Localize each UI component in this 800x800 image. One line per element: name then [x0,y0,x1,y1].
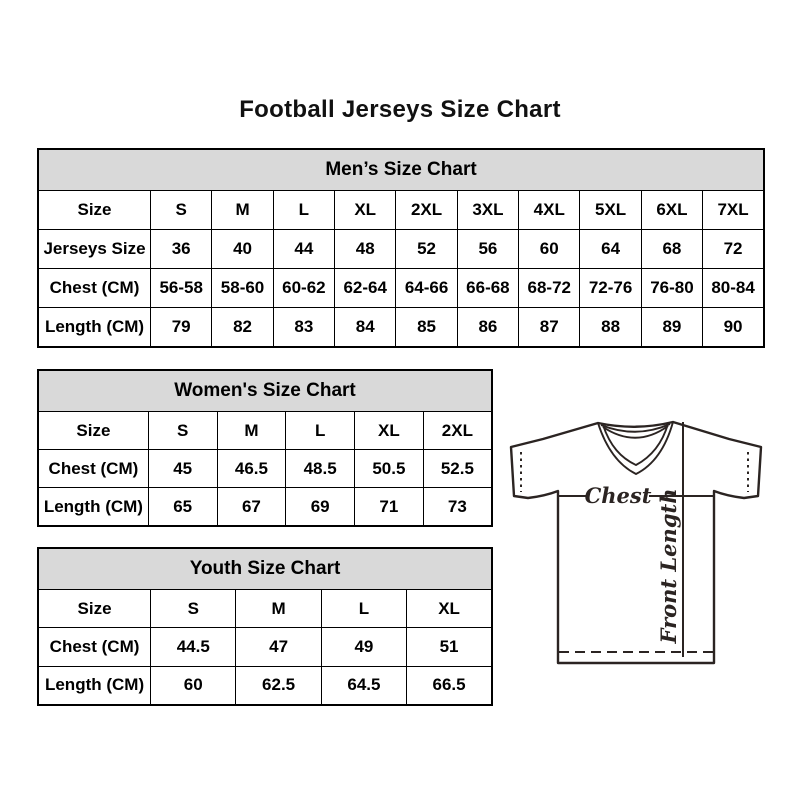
value-cell: 56-58 [151,268,212,307]
value-cell: 65 [148,488,217,527]
value-cell: 76-80 [641,268,702,307]
row-label-cell: Length (CM) [38,307,151,347]
table-row [38,229,764,268]
value-cell: 85 [396,307,457,347]
row-label-cell: Size [38,191,151,230]
value-cell: 71 [355,488,424,527]
value-cell: S [148,412,217,450]
value-cell: 68 [641,229,702,268]
row-label-cell: Size [38,590,151,628]
table-row [38,450,492,488]
value-cell: 89 [641,307,702,347]
youth-size-table [37,547,493,706]
value-cell: 84 [335,307,396,347]
value-cell: 50.5 [355,450,424,488]
front-length-label: Front Length [656,488,681,644]
value-cell: 72-76 [580,268,641,307]
value-cell: 36 [151,229,212,268]
value-cell: 72 [703,229,764,268]
value-cell: 60-62 [273,268,334,307]
value-cell: 48 [335,229,396,268]
value-cell: M [236,590,321,628]
value-cell: 48.5 [286,450,355,488]
value-cell: 73 [423,488,492,527]
value-cell: 2XL [396,191,457,230]
table-row [38,191,764,230]
value-cell: 3XL [457,191,518,230]
table-row [38,412,492,450]
youth-table-title: Youth Size Chart [38,548,492,590]
table-row [38,307,764,347]
value-cell: 66-68 [457,268,518,307]
value-cell: 46.5 [217,450,286,488]
value-cell: S [151,590,236,628]
value-cell: S [151,191,212,230]
value-cell: 83 [273,307,334,347]
value-cell: L [273,191,334,230]
table-row [38,590,492,628]
row-label-cell: Size [38,412,148,450]
value-cell: 51 [407,628,492,666]
value-cell: 4XL [519,191,580,230]
value-cell: 69 [286,488,355,527]
value-cell: M [212,191,273,230]
value-cell: 90 [703,307,764,347]
jersey-outline-shape [511,422,761,663]
chest-label: Chest [584,483,652,508]
page-title: Football Jerseys Size Chart [239,96,561,123]
value-cell: 67 [217,488,286,527]
row-label-cell: Chest (CM) [38,628,151,666]
table-header-row [38,149,764,191]
row-label-cell: Chest (CM) [38,268,151,307]
value-cell: 44 [273,229,334,268]
value-cell: L [286,412,355,450]
value-cell: 52 [396,229,457,268]
value-cell: XL [335,191,396,230]
value-cell: 2XL [423,412,492,450]
value-cell: 7XL [703,191,764,230]
value-cell: XL [407,590,492,628]
value-cell: 64 [580,229,641,268]
row-label-cell: Chest (CM) [38,450,148,488]
value-cell: 87 [519,307,580,347]
value-cell: 52.5 [423,450,492,488]
value-cell: 79 [151,307,212,347]
value-cell: 88 [580,307,641,347]
value-cell: 62-64 [335,268,396,307]
womens-table-title: Women's Size Chart [38,370,492,412]
mens-size-table [37,148,765,348]
row-label-cell: Jerseys Size [38,229,151,268]
table-row [38,268,764,307]
table-row [38,666,492,705]
value-cell: L [321,590,406,628]
value-cell: 44.5 [151,628,236,666]
value-cell: 49 [321,628,406,666]
value-cell: 45 [148,450,217,488]
jersey-measurement-diagram [503,408,773,673]
value-cell: 68-72 [519,268,580,307]
value-cell: 6XL [641,191,702,230]
value-cell: XL [355,412,424,450]
value-cell: 60 [519,229,580,268]
value-cell: 86 [457,307,518,347]
value-cell: 80-84 [703,268,764,307]
value-cell: 58-60 [212,268,273,307]
value-cell: 66.5 [407,666,492,705]
value-cell: 5XL [580,191,641,230]
value-cell: 82 [212,307,273,347]
value-cell: 56 [457,229,518,268]
womens-size-table [37,369,493,527]
table-header-row [38,548,492,590]
value-cell: 60 [151,666,236,705]
row-label-cell: Length (CM) [38,666,151,705]
table-row [38,628,492,666]
value-cell: 47 [236,628,321,666]
value-cell: 62.5 [236,666,321,705]
mens-table-title: Men’s Size Chart [38,149,764,191]
value-cell: 64-66 [396,268,457,307]
value-cell: 40 [212,229,273,268]
table-header-row [38,370,492,412]
value-cell: M [217,412,286,450]
value-cell: 64.5 [321,666,406,705]
row-label-cell: Length (CM) [38,488,148,527]
table-row [38,488,492,527]
